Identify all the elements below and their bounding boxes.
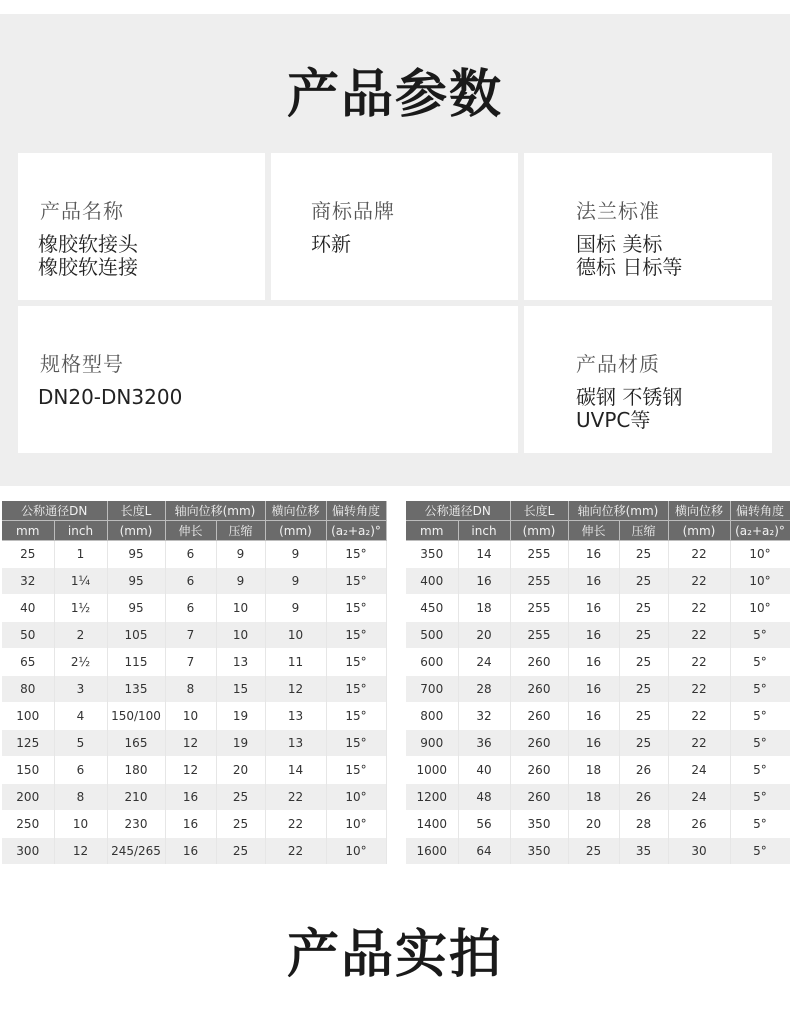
- header-cell: 伸长: [568, 521, 619, 541]
- table-row: [2, 703, 386, 730]
- table-cell: 12: [165, 757, 216, 784]
- header-cell: (a₂+a₂)°: [326, 521, 386, 541]
- table-cell: 20: [458, 622, 510, 649]
- table-body-left: [2, 541, 386, 865]
- table-row: [406, 622, 790, 649]
- table-cell: 56: [458, 811, 510, 838]
- card-value: 国标 美标 德标 日标等: [576, 232, 683, 279]
- params-section: [0, 14, 790, 486]
- table-cell: 25: [619, 568, 668, 595]
- table-cell: 22: [668, 676, 730, 703]
- table-cell: 22: [265, 784, 326, 811]
- table-cell: 10: [265, 622, 326, 649]
- table-cell: 26: [619, 757, 668, 784]
- table-cell: 7: [165, 649, 216, 676]
- table-cell: 15: [216, 676, 265, 703]
- table-cell: 22: [265, 838, 326, 865]
- table-row: [406, 730, 790, 757]
- table-cell: 2: [54, 622, 107, 649]
- table-row: [406, 838, 790, 865]
- table-cell: 3: [54, 676, 107, 703]
- header-cell: 偏转角度: [730, 501, 790, 521]
- table-cell: 8: [165, 676, 216, 703]
- table-cell: 1600: [406, 838, 458, 865]
- table-cell: 25: [568, 838, 619, 865]
- table-cell: 16: [165, 811, 216, 838]
- table-row: [2, 730, 386, 757]
- table-row: [406, 703, 790, 730]
- table-cell: 800: [406, 703, 458, 730]
- header-cell: 压缩: [619, 521, 668, 541]
- table-row: [2, 676, 386, 703]
- table-cell: 10°: [730, 595, 790, 622]
- table-cell: 65: [2, 649, 54, 676]
- header-cell: inch: [54, 521, 107, 541]
- params-title: 产品参数: [286, 65, 503, 125]
- table-row: [2, 595, 386, 622]
- table-cell: 15°: [326, 649, 386, 676]
- table-cell: 5°: [730, 730, 790, 757]
- table-cell: 15°: [326, 676, 386, 703]
- table-cell: 30: [668, 838, 730, 865]
- table-cell: 10: [216, 622, 265, 649]
- table-cell: 1¼: [54, 568, 107, 595]
- table-row: [406, 811, 790, 838]
- header-cell: (mm): [265, 521, 326, 541]
- table-cell: 22: [668, 730, 730, 757]
- table-cell: 1200: [406, 784, 458, 811]
- table-cell: 15°: [326, 757, 386, 784]
- card-label: 规格型号: [40, 352, 124, 376]
- card-label: 商标品牌: [311, 199, 395, 223]
- table-row: [2, 649, 386, 676]
- table-row: [406, 676, 790, 703]
- table-cell: 25: [619, 595, 668, 622]
- table-cell: 4: [54, 703, 107, 730]
- table-cell: 5°: [730, 757, 790, 784]
- table-cell: 22: [668, 595, 730, 622]
- table-cell: 13: [265, 703, 326, 730]
- table-cell: 135: [107, 676, 165, 703]
- table-cell: 900: [406, 730, 458, 757]
- table-cell: 18: [458, 595, 510, 622]
- table-cell: 115: [107, 649, 165, 676]
- table-cell: 22: [668, 541, 730, 568]
- header-cell: (mm): [510, 521, 568, 541]
- table-cell: 25: [216, 838, 265, 865]
- table-cell: 5°: [730, 811, 790, 838]
- table-cell: 18: [568, 784, 619, 811]
- card-flange-standard: [524, 153, 772, 300]
- card-spec-model: [18, 306, 518, 453]
- table-row: [406, 784, 790, 811]
- table-cell: 16: [568, 568, 619, 595]
- table-cell: 200: [2, 784, 54, 811]
- table-cell: 5: [54, 730, 107, 757]
- photos-title: 产品实拍: [286, 925, 503, 985]
- card-label: 产品名称: [40, 199, 124, 223]
- table-cell: 16: [568, 649, 619, 676]
- card-value: 碳钢 不锈钢 UVPC等: [576, 385, 683, 432]
- table-cell: 12: [54, 838, 107, 865]
- table-cell: 19: [216, 703, 265, 730]
- table-cell: 26: [668, 811, 730, 838]
- table-cell: 5°: [730, 649, 790, 676]
- header-cell: mm: [406, 521, 458, 541]
- table-cell: 40: [458, 757, 510, 784]
- table-cell: 260: [510, 703, 568, 730]
- header-cell: mm: [2, 521, 54, 541]
- table-cell: 8: [54, 784, 107, 811]
- table-row: [406, 757, 790, 784]
- table-cell: 36: [458, 730, 510, 757]
- table-cell: 25: [619, 541, 668, 568]
- table-cell: 25: [619, 676, 668, 703]
- table-cell: 1: [54, 541, 107, 568]
- table-cell: 10°: [730, 541, 790, 568]
- table-cell: 100: [2, 703, 54, 730]
- table-row: [2, 541, 386, 568]
- table-cell: 26: [619, 784, 668, 811]
- table-cell: 10°: [326, 811, 386, 838]
- card-material: [524, 306, 772, 453]
- table-row: [2, 838, 386, 865]
- table-cell: 6: [165, 568, 216, 595]
- table-cell: 9: [265, 541, 326, 568]
- table-cell: 230: [107, 811, 165, 838]
- table-cell: 10: [216, 595, 265, 622]
- table-cell: 80: [2, 676, 54, 703]
- table-cell: 25: [619, 730, 668, 757]
- table-cell: 5°: [730, 703, 790, 730]
- table-cell: 16: [568, 730, 619, 757]
- header-cell: 偏转角度: [326, 501, 386, 521]
- header-cell: 伸长: [165, 521, 216, 541]
- table-cell: 2½: [54, 649, 107, 676]
- table-cell: 10°: [326, 784, 386, 811]
- table-cell: 64: [458, 838, 510, 865]
- table-cell: 9: [265, 568, 326, 595]
- table-cell: 16: [568, 622, 619, 649]
- table-cell: 210: [107, 784, 165, 811]
- table-cell: 260: [510, 784, 568, 811]
- table-cell: 5°: [730, 838, 790, 865]
- table-cell: 16: [568, 703, 619, 730]
- table-cell: 10: [54, 811, 107, 838]
- table-cell: 40: [2, 595, 54, 622]
- table-cell: 9: [216, 541, 265, 568]
- table-body-right: [406, 541, 790, 865]
- table-cell: 25: [619, 703, 668, 730]
- table-cell: 9: [216, 568, 265, 595]
- card-label: 产品材质: [576, 352, 660, 376]
- table-cell: 13: [216, 649, 265, 676]
- table-subheader-row: [406, 521, 790, 541]
- table-cell: 7: [165, 622, 216, 649]
- card-label: 法兰标准: [576, 199, 660, 223]
- table-cell: 105: [107, 622, 165, 649]
- header-cell: 轴向位移(mm): [568, 501, 668, 521]
- spec-table-left: [2, 501, 387, 864]
- header-cell: 长度L: [107, 501, 165, 521]
- table-cell: 16: [165, 784, 216, 811]
- table-cell: 6: [54, 757, 107, 784]
- table-cell: 260: [510, 676, 568, 703]
- table-cell: 12: [265, 676, 326, 703]
- table-cell: 12: [165, 730, 216, 757]
- table-cell: 24: [668, 757, 730, 784]
- table-cell: 350: [510, 811, 568, 838]
- table-cell: 300: [2, 838, 54, 865]
- table-row: [2, 622, 386, 649]
- table-cell: 15°: [326, 595, 386, 622]
- table-cell: 25: [2, 541, 54, 568]
- table-cell: 15°: [326, 568, 386, 595]
- table-cell: 245/265: [107, 838, 165, 865]
- header-cell: 压缩: [216, 521, 265, 541]
- table-cell: 5°: [730, 784, 790, 811]
- card-value: 橡胶软接头 橡胶软连接: [38, 232, 138, 279]
- table-cell: 260: [510, 649, 568, 676]
- table-cell: 18: [568, 757, 619, 784]
- table-cell: 16: [568, 541, 619, 568]
- table-cell: 10: [165, 703, 216, 730]
- table-cell: 22: [668, 622, 730, 649]
- table-row: [2, 568, 386, 595]
- table-cell: 25: [216, 784, 265, 811]
- table-cell: 16: [568, 595, 619, 622]
- table-cell: 255: [510, 595, 568, 622]
- table-cell: 500: [406, 622, 458, 649]
- table-cell: 25: [619, 622, 668, 649]
- table-cell: 16: [458, 568, 510, 595]
- table-cell: 15°: [326, 541, 386, 568]
- table-subheader-row: [2, 521, 386, 541]
- table-cell: 16: [568, 676, 619, 703]
- table-cell: 260: [510, 730, 568, 757]
- table-cell: 350: [510, 838, 568, 865]
- table-cell: 255: [510, 541, 568, 568]
- table-cell: 25: [216, 811, 265, 838]
- table-cell: 700: [406, 676, 458, 703]
- table-cell: 20: [568, 811, 619, 838]
- header-cell: 长度L: [510, 501, 568, 521]
- table-cell: 10°: [326, 838, 386, 865]
- table-cell: 25: [619, 649, 668, 676]
- table-cell: 95: [107, 541, 165, 568]
- table-row: [406, 568, 790, 595]
- table-cell: 48: [458, 784, 510, 811]
- table-cell: 13: [265, 730, 326, 757]
- table-cell: 260: [510, 757, 568, 784]
- table-cell: 15°: [326, 730, 386, 757]
- table-cell: 95: [107, 595, 165, 622]
- table-cell: 9: [265, 595, 326, 622]
- table-cell: 24: [458, 649, 510, 676]
- header-cell: (a₂+a₂)°: [730, 521, 790, 541]
- table-cell: 450: [406, 595, 458, 622]
- table-cell: 1½: [54, 595, 107, 622]
- table-cell: 35: [619, 838, 668, 865]
- table-row: [2, 784, 386, 811]
- table-row: [406, 649, 790, 676]
- table-cell: 24: [668, 784, 730, 811]
- table-cell: 22: [668, 649, 730, 676]
- table-cell: 10°: [730, 568, 790, 595]
- table-cell: 125: [2, 730, 54, 757]
- table-cell: 150/100: [107, 703, 165, 730]
- table-cell: 255: [510, 568, 568, 595]
- table-cell: 32: [458, 703, 510, 730]
- table-cell: 150: [2, 757, 54, 784]
- table-cell: 22: [668, 703, 730, 730]
- card-value: 环新: [311, 232, 351, 256]
- table-row: [2, 757, 386, 784]
- table-header-row: [2, 501, 386, 521]
- table-cell: 165: [107, 730, 165, 757]
- table-cell: 20: [216, 757, 265, 784]
- header-cell: 公称通径DN: [406, 501, 510, 521]
- table-cell: 250: [2, 811, 54, 838]
- table-cell: 6: [165, 595, 216, 622]
- table-cell: 350: [406, 541, 458, 568]
- table-cell: 255: [510, 622, 568, 649]
- card-product-name: [18, 153, 265, 300]
- header-cell: (mm): [668, 521, 730, 541]
- table-row: [2, 811, 386, 838]
- table-row: [406, 595, 790, 622]
- table-cell: 15°: [326, 622, 386, 649]
- table-cell: 28: [619, 811, 668, 838]
- card-brand: [271, 153, 518, 300]
- table-cell: 1400: [406, 811, 458, 838]
- top-band: [0, 0, 790, 14]
- table-cell: 6: [165, 541, 216, 568]
- table-cell: 11: [265, 649, 326, 676]
- table-cell: 180: [107, 757, 165, 784]
- table-cell: 5°: [730, 622, 790, 649]
- header-cell: 横向位移: [668, 501, 730, 521]
- table-cell: 50: [2, 622, 54, 649]
- table-cell: 16: [165, 838, 216, 865]
- table-cell: 22: [265, 811, 326, 838]
- table-cell: 32: [2, 568, 54, 595]
- table-header-row: [406, 501, 790, 521]
- table-cell: 1000: [406, 757, 458, 784]
- spec-table-right: [406, 501, 790, 864]
- header-cell: (mm): [107, 521, 165, 541]
- table-cell: 14: [265, 757, 326, 784]
- header-cell: inch: [458, 521, 510, 541]
- header-cell: 公称通径DN: [2, 501, 107, 521]
- table-cell: 15°: [326, 703, 386, 730]
- table-cell: 400: [406, 568, 458, 595]
- table-cell: 5°: [730, 676, 790, 703]
- table-cell: 28: [458, 676, 510, 703]
- table-cell: 19: [216, 730, 265, 757]
- header-cell: 横向位移: [265, 501, 326, 521]
- table-row: [406, 541, 790, 568]
- table-cell: 600: [406, 649, 458, 676]
- header-cell: 轴向位移(mm): [165, 501, 265, 521]
- card-value: DN20-DN3200: [38, 385, 183, 409]
- table-cell: 14: [458, 541, 510, 568]
- table-cell: 95: [107, 568, 165, 595]
- table-cell: 22: [668, 568, 730, 595]
